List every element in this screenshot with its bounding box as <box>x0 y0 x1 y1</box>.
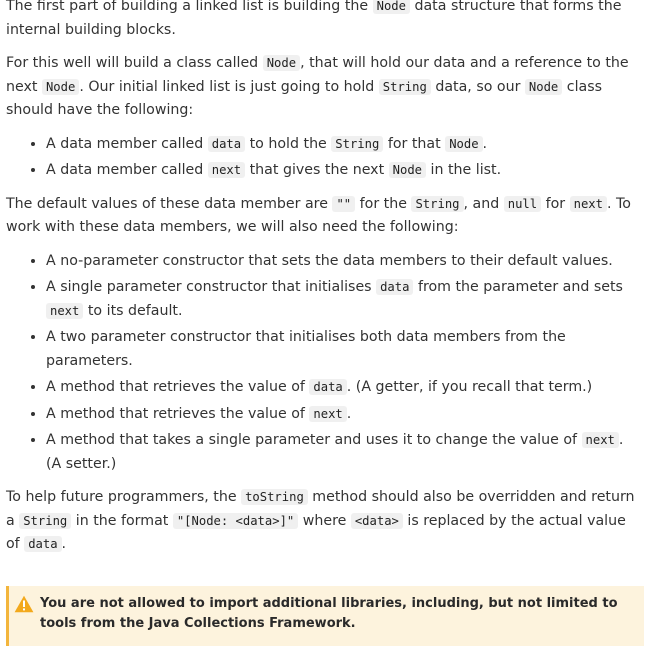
text: from the parameter and sets <box>413 279 623 295</box>
code-node: Node <box>389 162 426 178</box>
code-format: "[Node: <data>]" <box>173 513 298 529</box>
text: A method that takes a single parameter and uses it to change the value of <box>46 432 582 448</box>
text: to its default. <box>83 302 183 319</box>
text: in the format <box>71 512 173 529</box>
warning-triangle-icon <box>14 595 34 613</box>
code-data: data <box>376 279 413 295</box>
code-node: Node <box>263 55 300 71</box>
text: A single parameter constructor that initialises <box>46 279 377 295</box>
list-item <box>46 133 642 157</box>
code-empty-string: "" <box>332 196 355 212</box>
text: class should have the following: <box>6 78 603 118</box>
intro-paragraph <box>6 0 642 42</box>
code-data: data <box>24 536 61 552</box>
code-next: next <box>208 162 245 178</box>
list-item <box>46 276 642 323</box>
code-data-placeholder: <data> <box>351 513 403 529</box>
text: A no-parameter constructor that sets the data members to their default values. <box>46 252 613 269</box>
text: data, so our <box>430 78 525 95</box>
text: . To work with these data members, we will also need the following: <box>6 195 631 235</box>
text: for that <box>383 135 446 152</box>
text: . (A setter.) <box>46 432 624 472</box>
text: To help future programmers, the <box>6 489 242 505</box>
text: . <box>346 405 352 422</box>
warning-callout <box>6 586 644 646</box>
code-data: data <box>208 136 245 152</box>
text: in the list. <box>426 162 502 178</box>
content <box>6 0 642 567</box>
code-next: next <box>570 196 607 212</box>
text: method should also be overridden and return a <box>6 489 635 529</box>
text: to hold the <box>245 135 332 152</box>
text: . (A getter, if you recall that term.) <box>346 379 593 395</box>
code-string: String <box>331 136 383 152</box>
text: for the <box>355 195 412 212</box>
text: for <box>541 195 570 212</box>
code-next: next <box>582 432 619 448</box>
list-item <box>46 376 642 400</box>
code-null: null <box>504 196 541 212</box>
text: . <box>482 135 488 152</box>
warning-exclamation-dot <box>23 608 25 610</box>
text: A data member called <box>46 162 208 178</box>
code-string: String <box>411 196 463 212</box>
code-next: next <box>46 303 83 319</box>
code-next: next <box>309 406 346 422</box>
text: A method that retrieves the value of <box>46 405 310 422</box>
text: , and <box>463 195 504 212</box>
text: data structure that forms the internal building blocks. <box>6 0 622 38</box>
text: A two parameter constructor that initialises both data members from the parameters. <box>46 329 566 369</box>
code-tostring: toString <box>241 489 308 505</box>
tostring-paragraph <box>6 486 642 557</box>
text: A method that retrieves the value of <box>46 379 310 395</box>
warning-exclamation-bar <box>23 601 25 608</box>
data-members-list <box>6 133 642 183</box>
methods-list <box>6 250 642 477</box>
code-node: Node <box>445 136 482 152</box>
code-node: Node <box>42 79 79 95</box>
list-item <box>46 403 642 427</box>
code-string: String <box>379 79 431 95</box>
code-data: data <box>309 379 346 395</box>
list-item <box>46 159 642 183</box>
code-string: String <box>19 513 71 529</box>
text: The first part of building a linked list is building the <box>6 0 373 14</box>
text: A data member called <box>46 135 208 152</box>
text: is replaced by the actual value of <box>6 512 626 552</box>
text: that gives the next <box>245 162 389 178</box>
list-item <box>46 326 642 373</box>
text: For this well will build a class called <box>6 55 263 71</box>
defaults-paragraph <box>6 193 642 240</box>
text: The default values of these data member are <box>6 195 333 212</box>
node-class-paragraph <box>6 52 642 123</box>
warning-text: You are not allowed to import additional libraries, including, but not limited to tools from the Java Collections Framework. <box>40 596 618 631</box>
list-item <box>46 429 642 476</box>
text: , that will hold our data and a reference to the next <box>6 55 629 95</box>
text: . Our initial linked list is just going to hold <box>79 78 379 95</box>
list-item <box>46 250 642 274</box>
code-node: Node <box>373 0 410 14</box>
code-node: Node <box>525 79 562 95</box>
text: where <box>298 512 351 529</box>
text: . <box>61 536 67 552</box>
